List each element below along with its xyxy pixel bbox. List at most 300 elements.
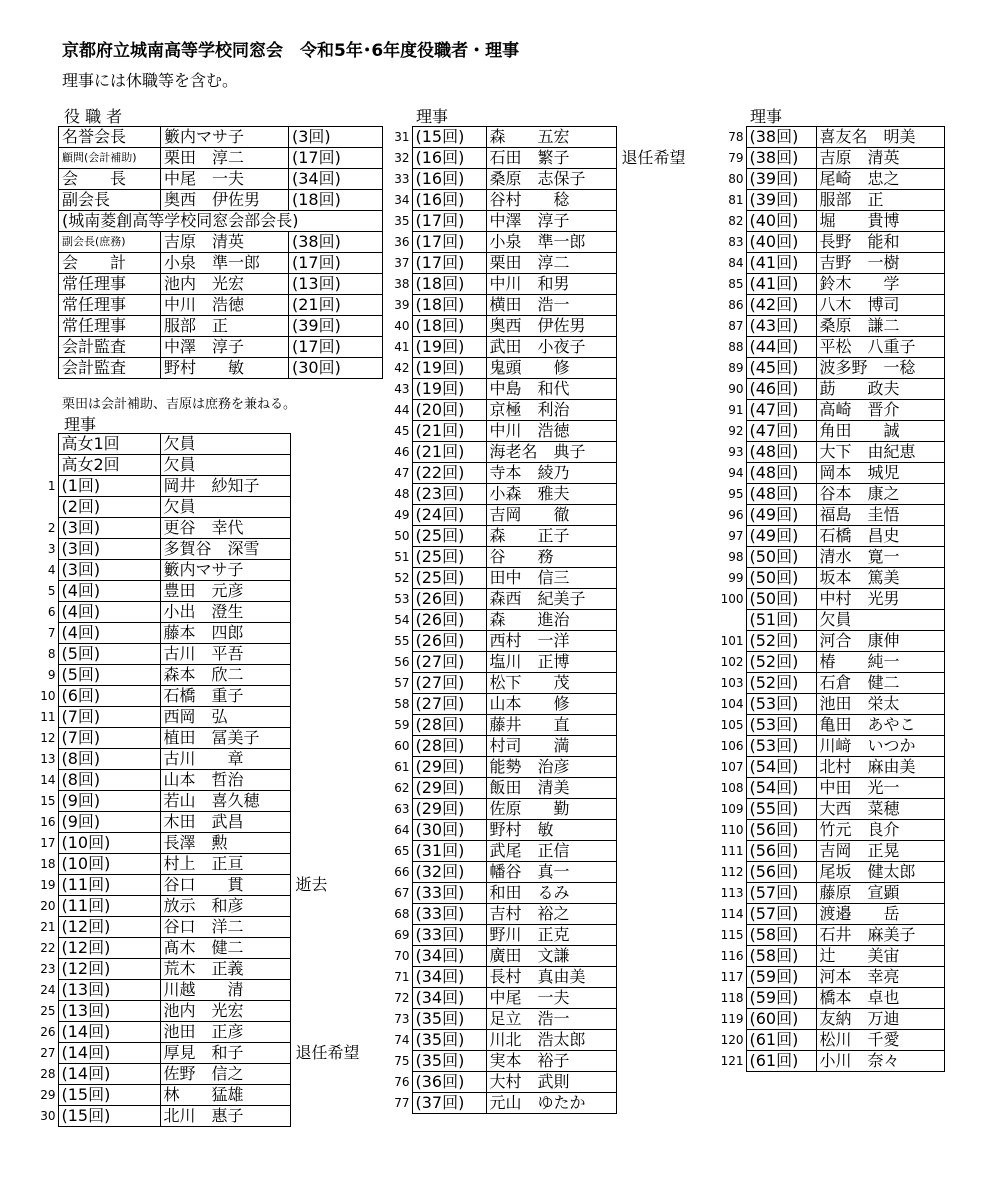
director-name: 和田 るみ [486, 883, 616, 904]
director-row [382, 694, 712, 715]
director-row [382, 253, 712, 274]
director-name: 池田 正彦 [160, 1022, 290, 1043]
officer-row [59, 253, 383, 274]
director-remark [290, 497, 378, 518]
director-name: 能勢 治彦 [486, 757, 616, 778]
officer-name: 野村 敏 [161, 358, 289, 379]
director-name: 石井 麻美子 [816, 925, 944, 946]
director-row [382, 295, 712, 316]
director-row [712, 169, 944, 190]
director-number: 118 [720, 991, 744, 1005]
director-number: 40 [394, 319, 410, 333]
director-grad: (35回) [412, 1051, 486, 1072]
director-name: 元山 ゆたか [486, 1093, 616, 1114]
director-row [382, 190, 712, 211]
director-name: 京極 利治 [486, 400, 616, 421]
director-remark [616, 694, 712, 715]
director-grad: (41回) [746, 253, 816, 274]
director-row [28, 770, 378, 791]
director-number: 117 [720, 970, 744, 984]
director-grad: (59回) [746, 988, 816, 1009]
director-name: 岡井 紗知子 [160, 476, 290, 497]
director-row [712, 1030, 944, 1051]
officer-grad: (39回) [289, 316, 383, 337]
director-number: 17 [40, 836, 56, 850]
director-name: 横田 浩一 [486, 295, 616, 316]
officer-name: 池内 光宏 [161, 274, 289, 295]
director-number: 32 [394, 151, 410, 165]
director-number: 18 [40, 857, 56, 871]
director-name: 池内 光宏 [160, 1001, 290, 1022]
director-row [382, 568, 712, 589]
director-remark [616, 358, 712, 379]
director-name: 中尾 一夫 [486, 988, 616, 1009]
director-number: 98 [728, 550, 744, 564]
director-grad: (34回) [412, 946, 486, 967]
director-grad: (46回) [746, 379, 816, 400]
director-number: 8 [47, 647, 56, 661]
director-remark [616, 1051, 712, 1072]
director-row [28, 518, 378, 539]
director-remark [616, 526, 712, 547]
director-row [712, 673, 944, 694]
director-grad: (35回) [412, 1009, 486, 1030]
director-grad: (36回) [412, 1072, 486, 1093]
director-number: 97 [728, 529, 744, 543]
director-remark [290, 1106, 378, 1127]
director-number: 26 [40, 1025, 56, 1039]
director-name: 谷口 貫 [160, 875, 290, 896]
director-remark [290, 1064, 378, 1085]
director-name: 村上 正亘 [160, 854, 290, 875]
director-grad: (14回) [58, 1022, 160, 1043]
director-name: 小森 雅夫 [486, 484, 616, 505]
director-grad: (11回) [58, 875, 160, 896]
director-name: 田中 信三 [486, 568, 616, 589]
director-row [28, 602, 378, 623]
director-remark [290, 728, 378, 749]
director-number: 13 [40, 752, 56, 766]
director-row [712, 463, 944, 484]
director-remark: 逝去 [295, 875, 328, 894]
director-name: 中島 和代 [486, 379, 616, 400]
director-name: 寺本 綾乃 [486, 463, 616, 484]
officer-row [59, 274, 383, 295]
director-grad: (6回) [58, 686, 160, 707]
director-remark [616, 610, 712, 631]
director-grad: (53回) [746, 715, 816, 736]
director-remark [616, 442, 712, 463]
director-number: 84 [728, 256, 744, 270]
director-name: 幡谷 真一 [486, 862, 616, 883]
director-remark [290, 518, 378, 539]
director-row [712, 904, 944, 925]
director-row [382, 1093, 712, 1114]
director-name: 西岡 弘 [160, 707, 290, 728]
director-name: 松川 千愛 [816, 1030, 944, 1051]
director-remark [290, 770, 378, 791]
director-number: 104 [720, 697, 744, 711]
director-number: 116 [720, 949, 744, 963]
director-number: 81 [728, 193, 744, 207]
director-remark [616, 799, 712, 820]
director-number: 6 [47, 605, 56, 619]
director-row [712, 694, 944, 715]
director-grad: (3回) [58, 518, 160, 539]
officer-role: 副会長 [59, 190, 161, 211]
director-row [28, 938, 378, 959]
director-grad: (4回) [58, 623, 160, 644]
director-grad: (38回) [746, 148, 816, 169]
director-row [382, 505, 712, 526]
director-remark [616, 820, 712, 841]
director-row [382, 652, 712, 673]
director-name: 谷 務 [486, 547, 616, 568]
director-remark [290, 581, 378, 602]
director-row [712, 379, 944, 400]
officer-role: 常任理事 [59, 316, 161, 337]
director-name: 村司 満 [486, 736, 616, 757]
director-row [712, 1009, 944, 1030]
director-grad: (48回) [746, 463, 816, 484]
director-remark [290, 749, 378, 770]
director-grad: (19回) [412, 337, 486, 358]
officer-row [59, 127, 383, 148]
director-name: 森西 紀美子 [486, 589, 616, 610]
director-name: 林 猛雄 [160, 1085, 290, 1106]
director-number: 75 [394, 1054, 410, 1068]
director-row [712, 547, 944, 568]
director-name: 荒木 正義 [160, 959, 290, 980]
director-grad: (21回) [412, 442, 486, 463]
officer-row [59, 232, 383, 253]
director-row [382, 820, 712, 841]
director-row [712, 253, 944, 274]
director-grad: (13回) [58, 1001, 160, 1022]
directors-table-col3 [712, 126, 945, 1072]
director-row [712, 862, 944, 883]
director-name: 渡邉 岳 [816, 904, 944, 925]
director-name: 小川 奈々 [816, 1051, 944, 1072]
officer-role: 会計監査 [59, 358, 161, 379]
directors-heading-col2: 理事 [416, 107, 449, 126]
director-remark [616, 274, 712, 295]
director-grad: (9回) [58, 791, 160, 812]
director-row [382, 274, 712, 295]
director-row [28, 665, 378, 686]
director-grad: (56回) [746, 820, 816, 841]
director-number: 93 [728, 445, 744, 459]
director-remark [616, 379, 712, 400]
director-name: 亀田 あやこ [816, 715, 944, 736]
director-remark [616, 757, 712, 778]
director-row [712, 736, 944, 757]
director-number: 29 [40, 1088, 56, 1102]
director-grad: (47回) [746, 421, 816, 442]
director-remark [290, 833, 378, 854]
director-name: 実本 裕子 [486, 1051, 616, 1072]
director-number: 60 [394, 739, 410, 753]
director-number: 58 [394, 697, 410, 711]
director-remark [290, 1085, 378, 1106]
director-name: 尾坂 健太郎 [816, 862, 944, 883]
director-row [382, 127, 712, 148]
director-number: 20 [40, 899, 56, 913]
director-remark [290, 1001, 378, 1022]
director-name: 坂本 篤美 [816, 568, 944, 589]
director-grad: (43回) [746, 316, 816, 337]
director-remark [616, 1093, 712, 1114]
director-grad: (8回) [58, 749, 160, 770]
director-grad: (49回) [746, 505, 816, 526]
director-name: 西村 一洋 [486, 631, 616, 652]
director-remark [616, 337, 712, 358]
director-row [382, 778, 712, 799]
director-name: 竹元 良介 [816, 820, 944, 841]
officer-grad: (17回) [289, 337, 383, 358]
director-grad: (3回) [58, 560, 160, 581]
director-number: 34 [394, 193, 410, 207]
director-row [28, 917, 378, 938]
director-remark [616, 232, 712, 253]
director-grad: (12回) [58, 959, 160, 980]
director-name: 石橋 重子 [160, 686, 290, 707]
director-number: 36 [394, 235, 410, 249]
officer-grad: (21回) [289, 295, 383, 316]
director-grad: (52回) [746, 652, 816, 673]
director-number: 88 [728, 340, 744, 354]
director-remark: 退任希望 [621, 148, 686, 167]
director-number: 11 [40, 710, 56, 724]
director-name: 長村 真由美 [486, 967, 616, 988]
director-remark [616, 568, 712, 589]
director-row [382, 883, 712, 904]
director-grad: (34回) [412, 988, 486, 1009]
director-remark [616, 484, 712, 505]
director-row [28, 497, 378, 518]
director-row [382, 757, 712, 778]
director-number: 5 [47, 584, 56, 598]
director-number: 70 [394, 949, 410, 963]
director-grad: (24回) [412, 505, 486, 526]
director-row [712, 148, 944, 169]
director-grad: (14回) [58, 1064, 160, 1085]
directors-table-col2 [382, 126, 712, 1114]
director-number: 7 [47, 626, 56, 640]
director-number: 25 [40, 1004, 56, 1018]
director-row [28, 581, 378, 602]
director-row [382, 421, 712, 442]
director-number: 54 [394, 613, 410, 627]
director-grad: (51回) [746, 610, 816, 631]
director-row [382, 799, 712, 820]
director-number: 110 [720, 823, 744, 837]
director-number: 101 [720, 634, 744, 648]
director-number: 72 [394, 991, 410, 1005]
director-grad: (35回) [412, 1030, 486, 1051]
director-grad: (42回) [746, 295, 816, 316]
director-name: 角田 誠 [816, 421, 944, 442]
director-number: 79 [728, 151, 744, 165]
director-remark [290, 539, 378, 560]
director-number: 66 [394, 865, 410, 879]
director-row [28, 644, 378, 665]
director-number: 107 [720, 760, 744, 774]
director-name: 吉岡 正晃 [816, 841, 944, 862]
officer-row [59, 295, 383, 316]
officer-row [59, 337, 383, 358]
director-number: 41 [394, 340, 410, 354]
director-number: 31 [394, 130, 410, 144]
director-remark [616, 190, 712, 211]
director-grad: (57回) [746, 904, 816, 925]
director-grad: (14回) [58, 1043, 160, 1064]
director-number: 85 [728, 277, 744, 291]
director-number: 105 [720, 718, 744, 732]
director-row [712, 568, 944, 589]
officer-row [59, 316, 383, 337]
director-name: 多賀谷 深雪 [160, 539, 290, 560]
director-grad: (11回) [58, 896, 160, 917]
director-name: 木田 武昌 [160, 812, 290, 833]
director-grad: (25回) [412, 547, 486, 568]
director-name: 石倉 健二 [816, 673, 944, 694]
director-remark [616, 778, 712, 799]
director-remark [616, 736, 712, 757]
director-remark [616, 547, 712, 568]
director-row [382, 946, 712, 967]
director-row [712, 883, 944, 904]
director-number: 55 [394, 634, 410, 648]
director-number [712, 610, 746, 631]
officer-grad: (34回) [289, 169, 383, 190]
director-row [28, 812, 378, 833]
director-row [712, 421, 944, 442]
director-grad: (49回) [746, 526, 816, 547]
director-number [28, 497, 58, 518]
director-grad: (8回) [58, 770, 160, 791]
director-grad: (5回) [58, 665, 160, 686]
director-grad: (9回) [58, 812, 160, 833]
director-name: 川北 浩太郎 [486, 1030, 616, 1051]
director-number: 62 [394, 781, 410, 795]
director-grad: (38回) [746, 127, 816, 148]
director-name: 欠員 [160, 497, 290, 518]
director-row [28, 791, 378, 812]
director-number: 99 [728, 571, 744, 585]
officer-row [59, 190, 383, 211]
officer-row [59, 148, 383, 169]
director-row [382, 1030, 712, 1051]
officer-grad: (30回) [289, 358, 383, 379]
director-name: 飯田 清美 [486, 778, 616, 799]
director-name: 橋本 卓也 [816, 988, 944, 1009]
officer-name: 栗田 淳二 [161, 148, 289, 169]
director-name: 谷口 洋二 [160, 917, 290, 938]
director-row [382, 463, 712, 484]
director-row [382, 904, 712, 925]
director-grad: (30回) [412, 820, 486, 841]
director-grad: (50回) [746, 547, 816, 568]
director-grad: (23回) [412, 484, 486, 505]
director-grad: (44回) [746, 337, 816, 358]
director-row [712, 610, 944, 631]
director-row [382, 232, 712, 253]
officer-grad: (38回) [289, 232, 383, 253]
director-remark [290, 917, 378, 938]
director-remark [616, 652, 712, 673]
director-name: 奥西 伊佐男 [486, 316, 616, 337]
director-grad: (25回) [412, 526, 486, 547]
director-grad: (5回) [58, 644, 160, 665]
director-row [28, 749, 378, 770]
director-number: 78 [728, 130, 744, 144]
director-grad: (12回) [58, 917, 160, 938]
director-grad: (56回) [746, 841, 816, 862]
director-number: 108 [720, 781, 744, 795]
director-name: 鈴木 学 [816, 274, 944, 295]
director-number: 64 [394, 823, 410, 837]
director-number: 83 [728, 235, 744, 249]
director-name: 清水 寛一 [816, 547, 944, 568]
director-name: 森 五宏 [486, 127, 616, 148]
director-number: 76 [394, 1075, 410, 1089]
director-name: 山本 修 [486, 694, 616, 715]
director-name: 森 正子 [486, 526, 616, 547]
director-number: 115 [720, 928, 744, 942]
officer-role: 会 長 [59, 169, 161, 190]
director-row [382, 967, 712, 988]
director-grad: (41回) [746, 274, 816, 295]
director-name: 中澤 淳子 [486, 211, 616, 232]
director-name: 大下 由紀恵 [816, 442, 944, 463]
director-row [382, 442, 712, 463]
director-name: 海老名 典子 [486, 442, 616, 463]
director-name: 野村 敏 [486, 820, 616, 841]
officer-name: 中尾 一夫 [161, 169, 289, 190]
director-grad: (29回) [412, 799, 486, 820]
director-grad: (17回) [412, 211, 486, 232]
director-number: 43 [394, 382, 410, 396]
director-row [28, 896, 378, 917]
director-number: 16 [40, 815, 56, 829]
director-number [28, 434, 58, 455]
director-name: 塩川 正博 [486, 652, 616, 673]
director-row [28, 1001, 378, 1022]
director-grad: (16回) [412, 190, 486, 211]
director-row [28, 875, 378, 896]
director-row [28, 1043, 378, 1064]
director-remark [290, 896, 378, 917]
director-row [28, 560, 378, 581]
director-name: 中村 光男 [816, 589, 944, 610]
director-grad: (2回) [58, 497, 160, 518]
director-row [712, 799, 944, 820]
director-row [28, 686, 378, 707]
director-number: 9 [47, 668, 56, 682]
director-remark [616, 883, 712, 904]
director-grad: (19回) [412, 379, 486, 400]
director-remark [290, 980, 378, 1001]
director-remark [290, 434, 378, 455]
officer-grad: (17回) [289, 148, 383, 169]
director-grad: (27回) [412, 652, 486, 673]
officer-role: 会 計 [59, 253, 161, 274]
director-remark [616, 715, 712, 736]
director-remark [616, 967, 712, 988]
director-name: 武田 小夜子 [486, 337, 616, 358]
director-name: 髙木 健二 [160, 938, 290, 959]
